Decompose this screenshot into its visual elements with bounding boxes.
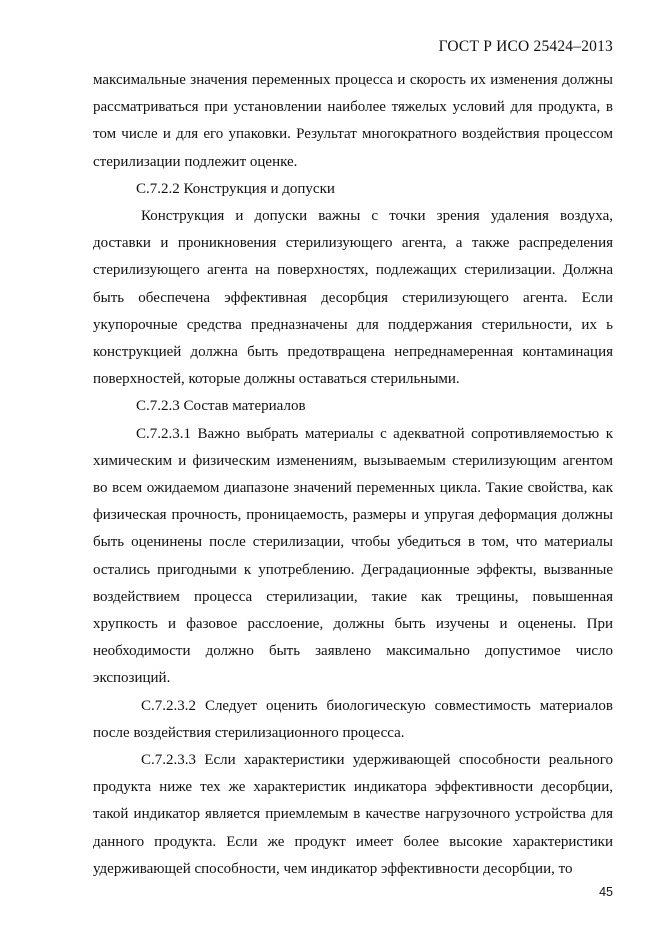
paragraph-continuation: максимальные значения переменных процесса и скорость их изменения должны рассматриваться при установлении наиболее тяжелых условий для продукта, в том числе и для его упаковки. Результат многократного воздействия процессом стерилизации подлежит оценке. [93, 72, 613, 170]
document-header: ГОСТ Р ИСО 25424–2013 [438, 38, 613, 55]
section-heading-c722: С.7.2.2 Конструкция и допуски [136, 180, 335, 197]
page-number: 45 [599, 885, 613, 899]
paragraph-c7233: С.7.2.3.3 Если характеристики удерживающей способности реального продукта ниже тех же характеристик индикатора эффективности десорбции, такой индикатор является приемлемым в качестве нагрузочного устройства для данного продукта. Если же продукт имеет более высокие характеристики удерживающей способности, чем индикатор эффективности десорбции, то [93, 752, 613, 877]
paragraph-c722: Конструкция и допуски важны с точки зрения удаления воздуха, доставки и проникновения стерилизующего агента, а также распределения стерилизующего агента на поверхностях, подлежащих стерилизации. Должна быть обеспечена эффективная десорбция стерилизующего агента. Если укупорочные средства предназначены для поддержания стерильности, их ь конструкцией должна быть предотвращена непреднамеренная контаминация поверхностей, которые должны оставаться стерильными. [93, 208, 613, 388]
paragraph-c7232: С.7.2.3.2 Следует оценить биологическую совместимость материалов после воздействия стерилизационного процесса. [93, 697, 613, 741]
page-body [93, 67, 613, 883]
paragraph-c7231: С.7.2.3.1 Важно выбрать материалы с адекватной сопротивляемостью к химическим и физическим изменениям, вызываемым стерилизующим агентом во всем ожидаемом диапазоне значений переменных цикла. Такие свойства, как физическая прочность, проницаемость, размеры и упругая деформация должны быть оценинены после стерилизации, чтобы убедиться в том, что материалы остались пригодными к употреблению. Деградационные эффекты, вызванные воздействием процесса стерилизации, такие как трещины, повышенная хрупкость и фазовое расслоение, должны быть изучены и оценены. При необходимости должно быть заявлено максимально допустимое число экспозиций. [93, 425, 613, 687]
section-heading-c723: С.7.2.3 Состав материалов [136, 398, 306, 415]
